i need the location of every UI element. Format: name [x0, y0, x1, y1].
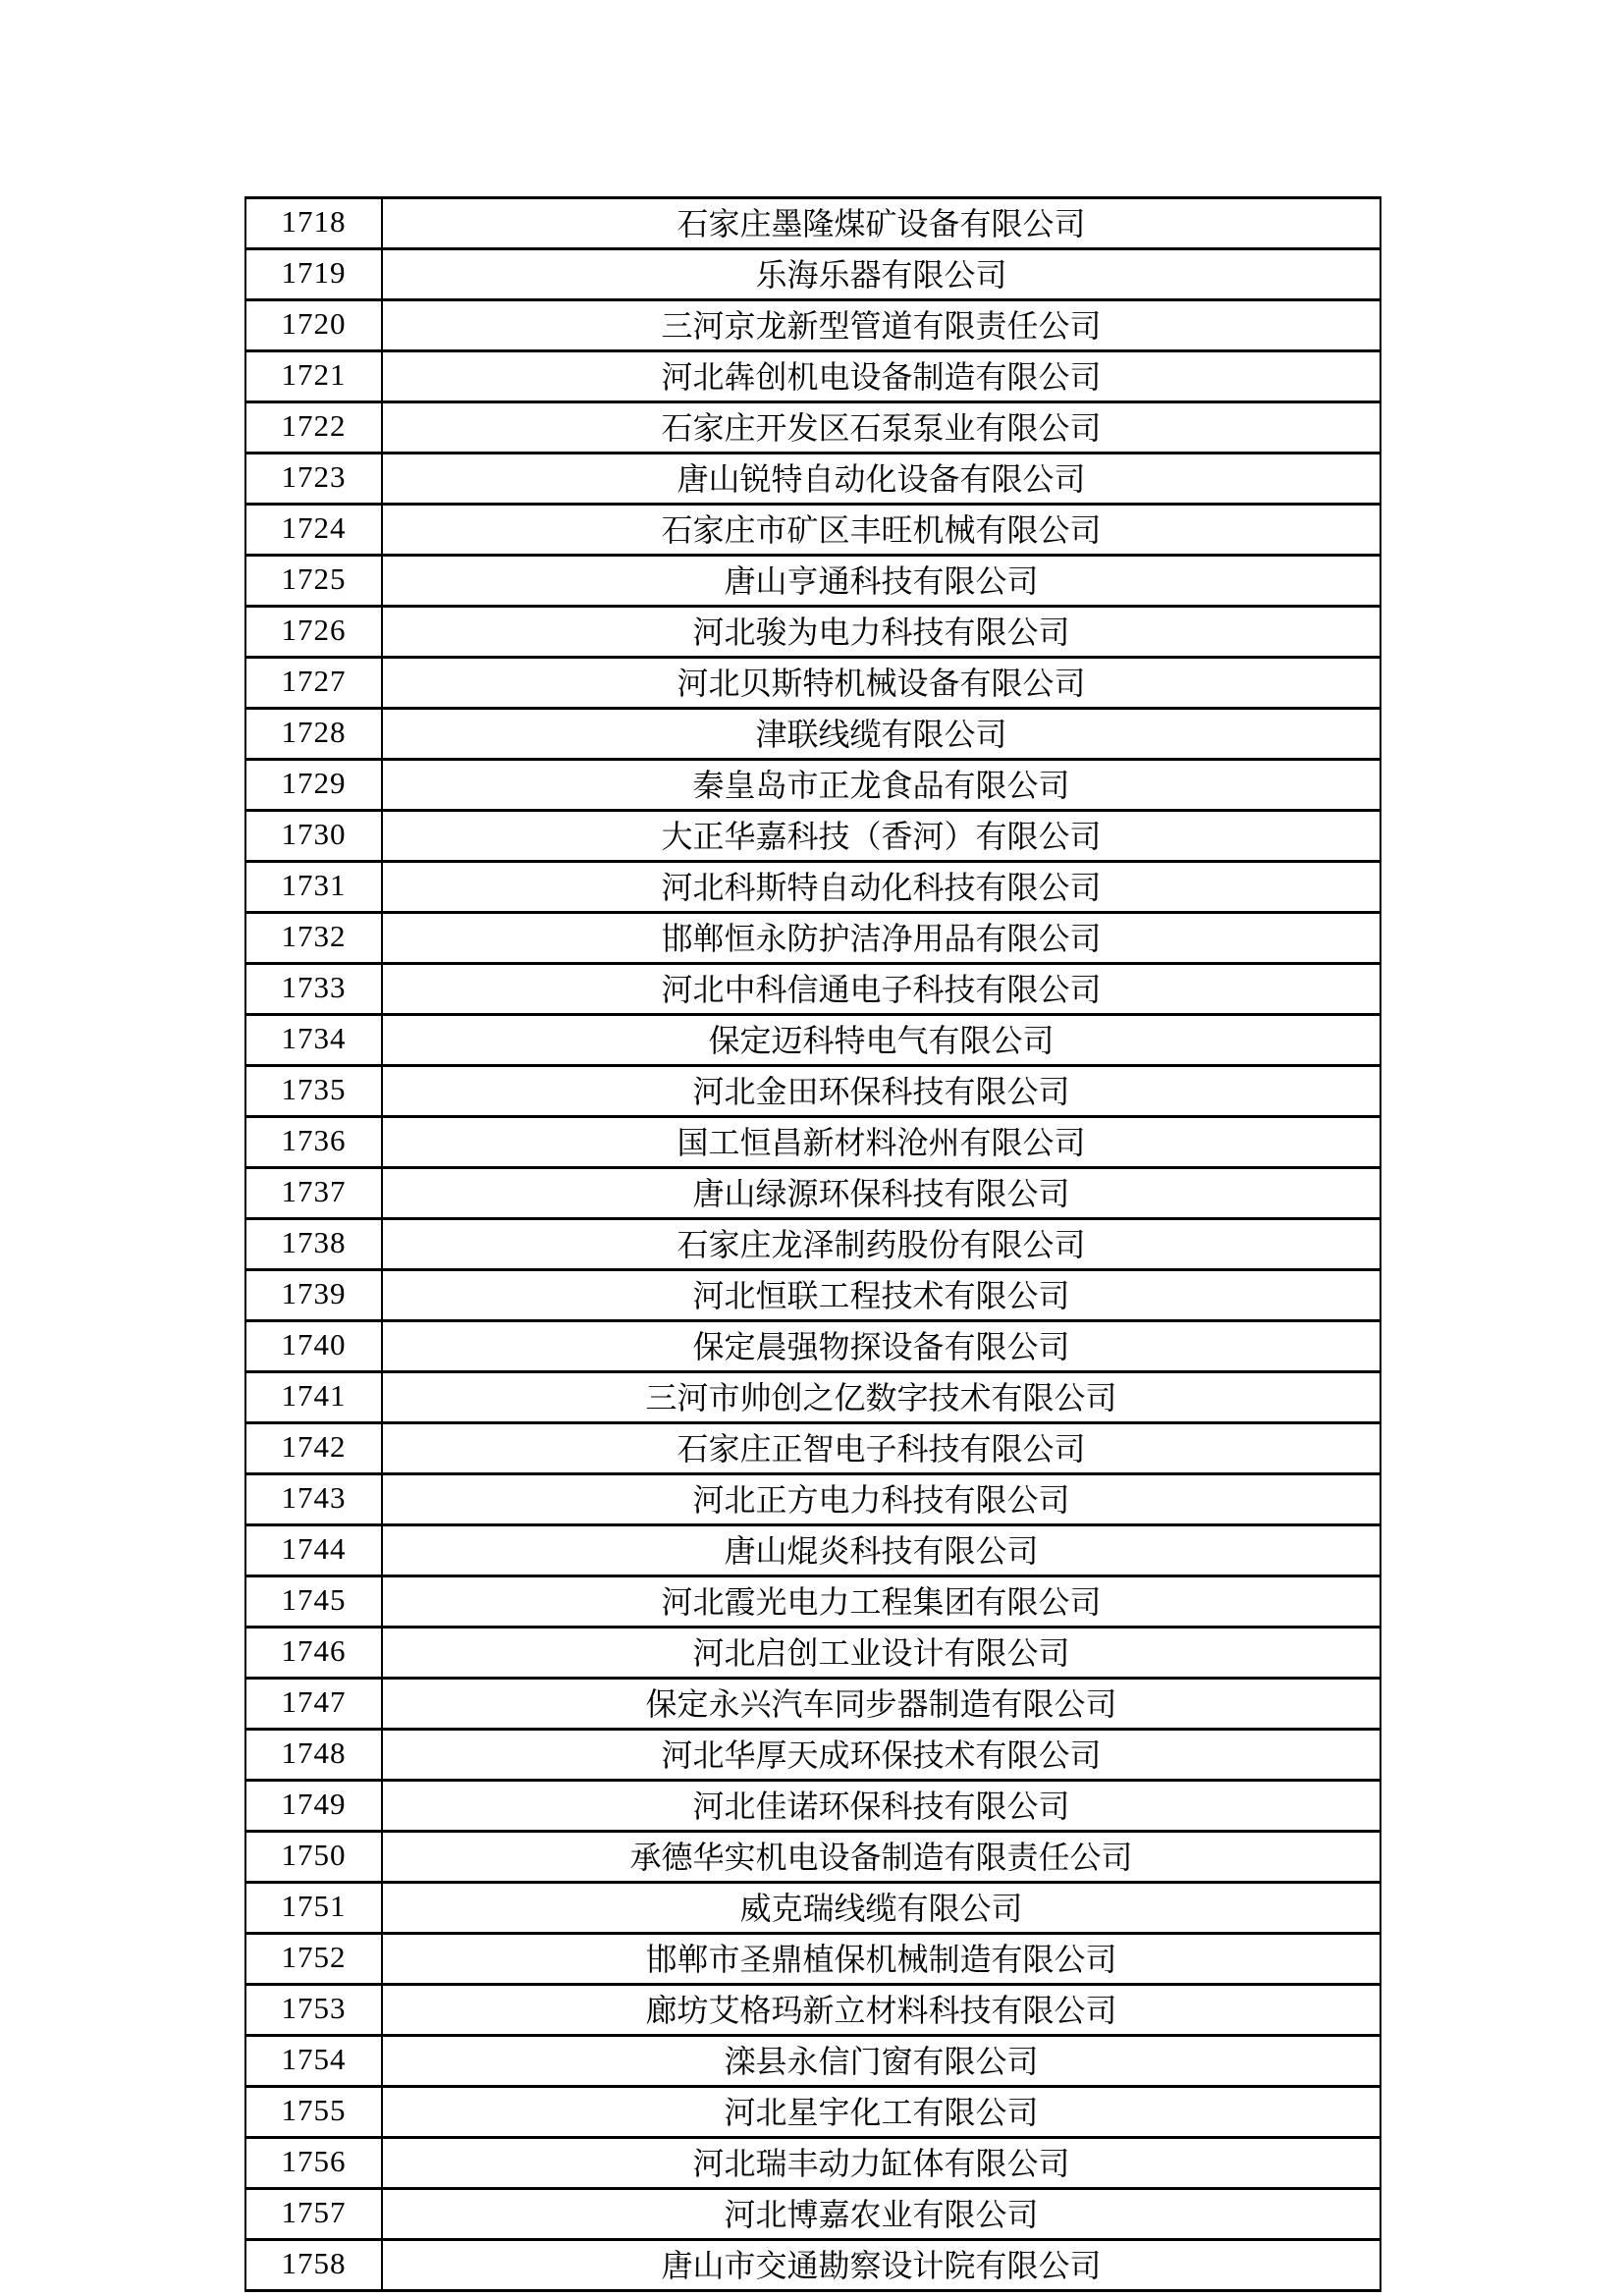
company-name-cell: 河北恒联工程技术有限公司 [382, 1270, 1380, 1321]
row-number-cell: 1742 [245, 1423, 382, 1474]
company-name-cell: 河北科斯特自动化科技有限公司 [382, 862, 1380, 913]
company-name-cell: 乐海乐器有限公司 [382, 249, 1380, 300]
row-number-cell: 1718 [245, 198, 382, 249]
company-name-cell: 三河京龙新型管道有限责任公司 [382, 300, 1380, 351]
table-row [245, 811, 1380, 862]
row-number-cell: 1738 [245, 1219, 382, 1270]
row-number-cell: 1730 [245, 811, 382, 862]
table-row [245, 402, 1380, 454]
table-row [245, 1985, 1380, 2036]
row-number-cell: 1741 [245, 1372, 382, 1423]
table-row [245, 1372, 1380, 1423]
table-row [245, 1781, 1380, 1832]
row-number-cell: 1727 [245, 658, 382, 709]
row-number-cell: 1719 [245, 249, 382, 300]
row-number-cell: 1746 [245, 1628, 382, 1679]
company-name-cell: 廊坊艾格玛新立材料科技有限公司 [382, 1985, 1380, 2036]
row-number-cell: 1749 [245, 1781, 382, 1832]
table-row [245, 198, 1380, 249]
row-number-cell: 1740 [245, 1321, 382, 1372]
table-row [245, 1576, 1380, 1628]
table-row [245, 1219, 1380, 1270]
company-name-cell: 河北中科信通电子科技有限公司 [382, 964, 1380, 1015]
row-number-cell: 1739 [245, 1270, 382, 1321]
company-name-cell: 保定晨强物探设备有限公司 [382, 1321, 1380, 1372]
table-row [245, 249, 1380, 300]
company-name-cell: 河北骏为电力科技有限公司 [382, 607, 1380, 658]
company-name-cell: 唐山绿源环保科技有限公司 [382, 1168, 1380, 1219]
table-row [245, 1117, 1380, 1168]
company-name-cell: 秦皇岛市正龙食品有限公司 [382, 760, 1380, 811]
table-row [245, 658, 1380, 709]
company-name-cell: 津联线缆有限公司 [382, 709, 1380, 760]
table-row [245, 300, 1380, 351]
table-row [245, 1525, 1380, 1576]
row-number-cell: 1734 [245, 1015, 382, 1066]
table-row [245, 1832, 1380, 1883]
company-name-cell: 河北佳诺环保科技有限公司 [382, 1781, 1380, 1832]
row-number-cell: 1745 [245, 1576, 382, 1628]
table-row [245, 2036, 1380, 2087]
row-number-cell: 1729 [245, 760, 382, 811]
table-row [245, 2138, 1380, 2189]
table-row [245, 913, 1380, 964]
company-name-cell: 三河市帅创之亿数字技术有限公司 [382, 1372, 1380, 1423]
company-name-cell: 河北贝斯特机械设备有限公司 [382, 658, 1380, 709]
company-name-cell: 威克瑞线缆有限公司 [382, 1883, 1380, 1934]
row-number-cell: 1747 [245, 1679, 382, 1730]
row-number-cell: 1744 [245, 1525, 382, 1576]
table-row [245, 2087, 1380, 2138]
table-row [245, 2240, 1380, 2291]
company-name-cell: 唐山亨通科技有限公司 [382, 556, 1380, 607]
company-name-cell: 邯郸市圣鼎植保机械制造有限公司 [382, 1934, 1380, 1985]
row-number-cell: 1733 [245, 964, 382, 1015]
row-number-cell: 1720 [245, 300, 382, 351]
table-row [245, 351, 1380, 402]
row-number-cell: 1751 [245, 1883, 382, 1934]
company-name-cell: 大正华嘉科技（香河）有限公司 [382, 811, 1380, 862]
company-name-cell: 邯郸恒永防护洁净用品有限公司 [382, 913, 1380, 964]
table-row [245, 1015, 1380, 1066]
row-number-cell: 1748 [245, 1730, 382, 1781]
row-number-cell: 1731 [245, 862, 382, 913]
company-name-cell: 河北启创工业设计有限公司 [382, 1628, 1380, 1679]
company-name-cell: 滦县永信门窗有限公司 [382, 2036, 1380, 2087]
company-name-cell: 石家庄正智电子科技有限公司 [382, 1423, 1380, 1474]
row-number-cell: 1736 [245, 1117, 382, 1168]
row-number-cell: 1750 [245, 1832, 382, 1883]
table-row [245, 454, 1380, 505]
company-name-cell: 石家庄墨隆煤矿设备有限公司 [382, 198, 1380, 249]
company-name-cell: 河北金田环保科技有限公司 [382, 1066, 1380, 1117]
row-number-cell: 1758 [245, 2240, 382, 2291]
company-name-cell: 唐山锐特自动化设备有限公司 [382, 454, 1380, 505]
table-row [245, 1066, 1380, 1117]
company-name-cell: 石家庄开发区石泵泵业有限公司 [382, 402, 1380, 454]
row-number-cell: 1737 [245, 1168, 382, 1219]
company-name-cell: 保定迈科特电气有限公司 [382, 1015, 1380, 1066]
table-row [245, 1934, 1380, 1985]
table-row [245, 760, 1380, 811]
row-number-cell: 1755 [245, 2087, 382, 2138]
company-name-cell: 河北华厚天成环保技术有限公司 [382, 1730, 1380, 1781]
table-row [245, 1270, 1380, 1321]
company-name-cell: 唐山市交通勘察设计院有限公司 [382, 2240, 1380, 2291]
table-row [245, 2189, 1380, 2240]
company-name-cell: 河北瑞丰动力缸体有限公司 [382, 2138, 1380, 2189]
table-row [245, 1628, 1380, 1679]
company-name-cell: 承德华实机电设备制造有限责任公司 [382, 1832, 1380, 1883]
row-number-cell: 1722 [245, 402, 382, 454]
table-row [245, 607, 1380, 658]
company-name-cell: 河北霞光电力工程集团有限公司 [382, 1576, 1380, 1628]
row-number-cell: 1757 [245, 2189, 382, 2240]
row-number-cell: 1728 [245, 709, 382, 760]
table-row [245, 964, 1380, 1015]
row-number-cell: 1756 [245, 2138, 382, 2189]
company-name-cell: 国工恒昌新材料沧州有限公司 [382, 1117, 1380, 1168]
table-row [245, 505, 1380, 556]
company-name-cell: 唐山焜炎科技有限公司 [382, 1525, 1380, 1576]
table-row [245, 1883, 1380, 1934]
table-row [245, 1730, 1380, 1781]
table-row [245, 1474, 1380, 1525]
row-number-cell: 1721 [245, 351, 382, 402]
company-name-cell: 石家庄龙泽制药股份有限公司 [382, 1219, 1380, 1270]
row-number-cell: 1752 [245, 1934, 382, 1985]
row-number-cell: 1735 [245, 1066, 382, 1117]
company-name-cell: 保定永兴汽车同步器制造有限公司 [382, 1679, 1380, 1730]
row-number-cell: 1723 [245, 454, 382, 505]
row-number-cell: 1732 [245, 913, 382, 964]
row-number-cell: 1725 [245, 556, 382, 607]
company-name-cell: 河北星宇化工有限公司 [382, 2087, 1380, 2138]
company-table [244, 196, 1381, 2292]
table-row [245, 709, 1380, 760]
table-row [245, 556, 1380, 607]
row-number-cell: 1724 [245, 505, 382, 556]
company-name-cell: 河北博嘉农业有限公司 [382, 2189, 1380, 2240]
table-row [245, 1423, 1380, 1474]
table-row [245, 1321, 1380, 1372]
row-number-cell: 1754 [245, 2036, 382, 2087]
row-number-cell: 1753 [245, 1985, 382, 2036]
row-number-cell: 1743 [245, 1474, 382, 1525]
table-row [245, 1679, 1380, 1730]
table-row [245, 1168, 1380, 1219]
row-number-cell: 1726 [245, 607, 382, 658]
company-name-cell: 石家庄市矿区丰旺机械有限公司 [382, 505, 1380, 556]
company-name-cell: 河北正方电力科技有限公司 [382, 1474, 1380, 1525]
company-name-cell: 河北犇创机电设备制造有限公司 [382, 351, 1380, 402]
table-row [245, 862, 1380, 913]
